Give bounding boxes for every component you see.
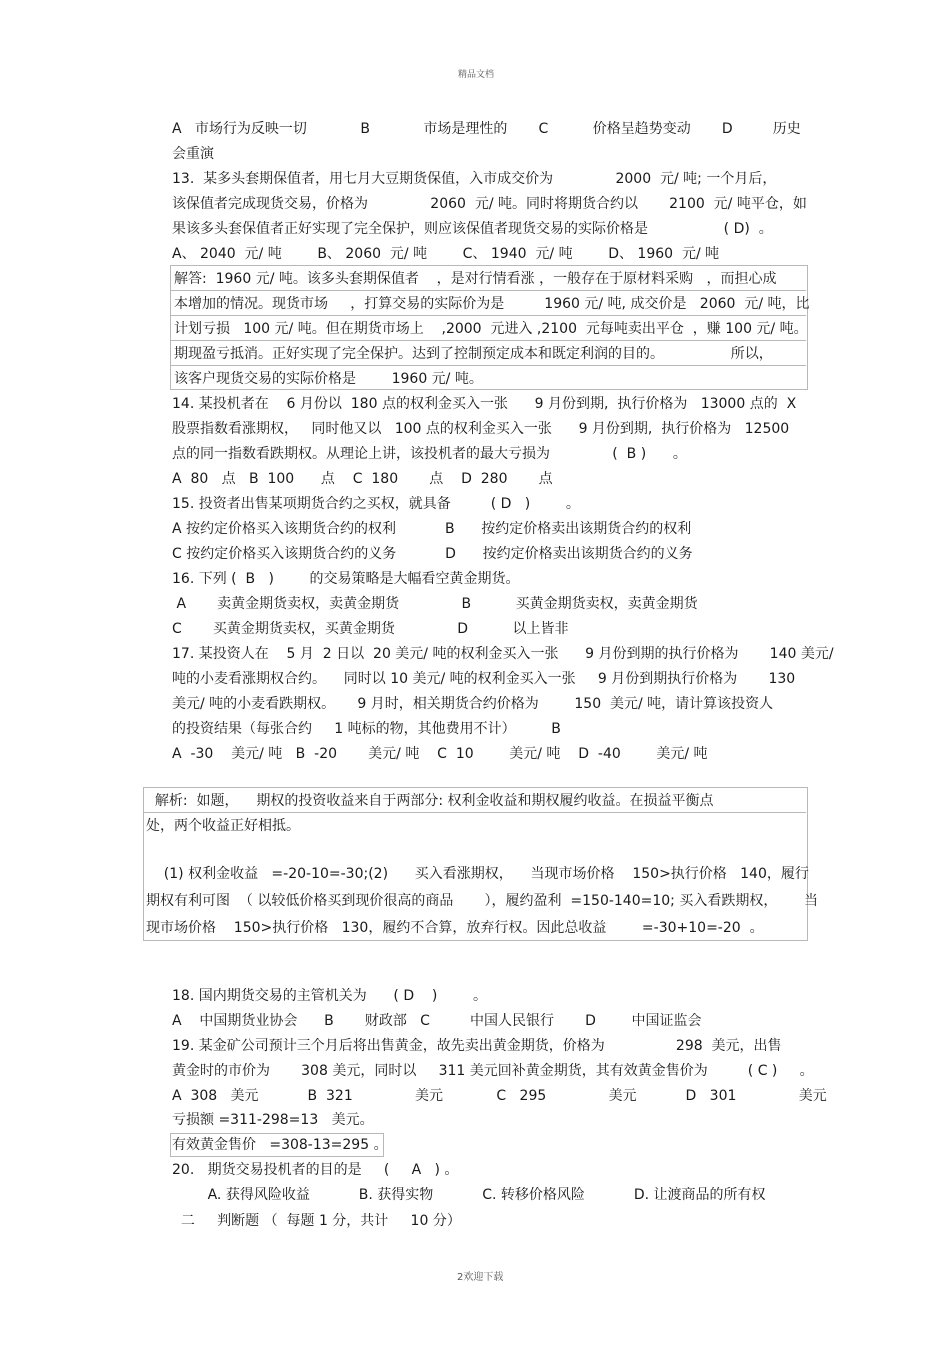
text-line: A、 2040 元/ 吨 B、 2060 元/ 吨 C、 1940 元/ 吨 D、 1960 元/ 吨 bbox=[172, 246, 720, 262]
text-line: A -30 美元/ 吨 B -20 美元/ 吨 C 10 美元/ 吨 D -40 美元/ 吨 bbox=[172, 746, 708, 762]
text-line: A 按约定价格买入该期货合约的权利 B 按约定价格卖出该期货合约的权利 bbox=[172, 521, 692, 537]
text-line: A 市场行为反映一切 B 市场是理性的 C 价格呈趋势变动 D 历史 bbox=[172, 121, 801, 137]
text-line: A 80 点 B 100 点 C 180 点 D 280 点 bbox=[172, 471, 553, 487]
text-line: 14. 某投机者在 6 月份以 180 点的权利金买入一张 9 月份到期, 执行价格为 13000 点的 X bbox=[172, 396, 797, 412]
text-line: 果该多头套保值者正好实现了完全保护，则应该保值者现货交易的实际价格是 ( D) 。 bbox=[172, 221, 773, 237]
text-line: 吨的小麦看涨期权合约。 同时以 10 美元/ 吨的权利金买入一张 9 月份到期执行价格为 130 bbox=[172, 671, 796, 687]
text-line: A. 获得风险收益 B. 获得实物 C. 转移价格风险 D. 让渡商品的所有权 bbox=[172, 1187, 766, 1203]
box-rule bbox=[170, 290, 806, 291]
page-header: 精品文档 bbox=[458, 70, 495, 80]
box-rule bbox=[143, 812, 806, 813]
section-heading: 二 判断题 （ 每题 1 分，共计 10 分） bbox=[172, 1213, 461, 1229]
box-rule bbox=[170, 315, 806, 316]
text-line: 期权有利可图 （ 以较低价格买到现价很高的商品 ），履约盈利 =150-140=10; 买入看跌期权， 当 bbox=[146, 893, 819, 909]
page-footer: 2欢迎下载 bbox=[457, 1272, 504, 1283]
text-line: 期现盈亏抵消。正好实现了完全保护。达到了控制预定成本和既定利润的目的。 所以， bbox=[174, 346, 773, 362]
text-line: 13. 某多头套期保值者，用七月大豆期货保值，入市成交价为 2000 元/ 吨; 一个月后， bbox=[172, 171, 777, 187]
text-line: 点的同一指数看跌期权。从理论上讲，该投机者的最大亏损为 ( B ) 。 bbox=[172, 446, 687, 462]
text-line: 解析: 如题， 期权的投资收益来自于两部分: 权利金收益和期权履约收益。在损益平衡点 bbox=[146, 793, 714, 809]
analysis-box-q17 bbox=[143, 787, 808, 941]
text-line: 现市场价格 150>执行价格 130，履约不合算，放弃行权。因此总收益 =-30+10=-20 。 bbox=[146, 920, 764, 936]
box-rule bbox=[170, 365, 806, 366]
text-line: 处，两个收益正好相抵。 bbox=[146, 818, 300, 834]
text-line: 15. 投资者出售某项期货合约之买权，就具备 ( D ) 。 bbox=[172, 496, 580, 512]
text-line: 该保值者完成现货交易，价格为 2060 元/ 吨。同时将期货合约以 2100 元/ 吨平仓，如 bbox=[172, 196, 807, 212]
text-line: A 308 美元 B 321 美元 C 295 美元 D 301 美元 bbox=[172, 1088, 827, 1104]
text-line: C 按约定价格买入该期货合约的义务 D 按约定价格卖出该期货合约的义务 bbox=[172, 546, 693, 562]
text-line: A 中国期货业协会 B 财政部 C 中国人民银行 D 中国证监会 bbox=[172, 1013, 702, 1029]
text-line: 的投资结果（每张合约 1 吨标的物，其他费用不计） B bbox=[172, 721, 561, 737]
text-line: 美元/ 吨的小麦看跌期权。 9 月时，相关期货合约价格为 150 美元/ 吨，请计算该投资人 bbox=[172, 696, 774, 712]
text-line: 本增加的情况。现货市场 ，打算交易的实际价为是 1960 元/ 吨, 成交价是 2060 元/ 吨，比 bbox=[174, 296, 810, 312]
text-line: (1) 权利金收益 =-20-10=-30;(2) 买入看涨期权， 当现市场价格 150>执行价格 140，履行 bbox=[146, 866, 809, 882]
text-line: 有效黄金售价 =308-13=295 。 bbox=[172, 1137, 388, 1153]
text-line: 股票指数看涨期权， 同时他又以 100 点的权利金买入一张 9 月份到期, 执行价格为 12500 bbox=[172, 421, 790, 437]
text-line: 19. 某金矿公司预计三个月后将出售黄金，故先卖出黄金期货，价格为 298 美元，出售 bbox=[172, 1038, 782, 1054]
text-line: 解答: 1960 元/ 吨。该多头套期保值者 ，是对行情看涨 ，一般存在于原材料采购 ，而担心成 bbox=[174, 271, 777, 287]
text-line: 计划亏损 100 元/ 吨。但在期货市场上 ,2000 元进入 ,2100 元每吨卖出平仓 ，赚 100 元/ 吨。 bbox=[174, 321, 808, 337]
text-line: 会重演 bbox=[172, 146, 214, 162]
text-line: 亏损额 =311-298=13 美元。 bbox=[172, 1112, 374, 1128]
text-line: 16. 下列 ( B ) 的交易策略是大幅看空黄金期货。 bbox=[172, 571, 520, 587]
text-line: 18. 国内期货交易的主管机关为 ( D ) 。 bbox=[172, 988, 487, 1004]
text-line: A 卖黄金期货卖权，卖黄金期货 B 买黄金期货卖权，卖黄金期货 bbox=[172, 596, 698, 612]
box-rule bbox=[170, 340, 806, 341]
text-line: 20. 期货交易投机者的目的是 ( A ) 。 bbox=[172, 1162, 459, 1178]
text-line: 黄金时的市价为 308 美元，同时以 311 美元回补黄金期货，其有效黄金售价为 ( C ) 。 bbox=[172, 1063, 814, 1079]
text-line: 17. 某投资人在 5 月 2 日以 20 美元/ 吨的权利金买入一张 9 月份到期的执行价格为 140 美元/ bbox=[172, 646, 834, 662]
text-line: C 买黄金期货卖权，买黄金期货 D 以上皆非 bbox=[172, 621, 569, 637]
text-line: 该客户现货交易的实际价格是 1960 元/ 吨。 bbox=[174, 371, 483, 387]
